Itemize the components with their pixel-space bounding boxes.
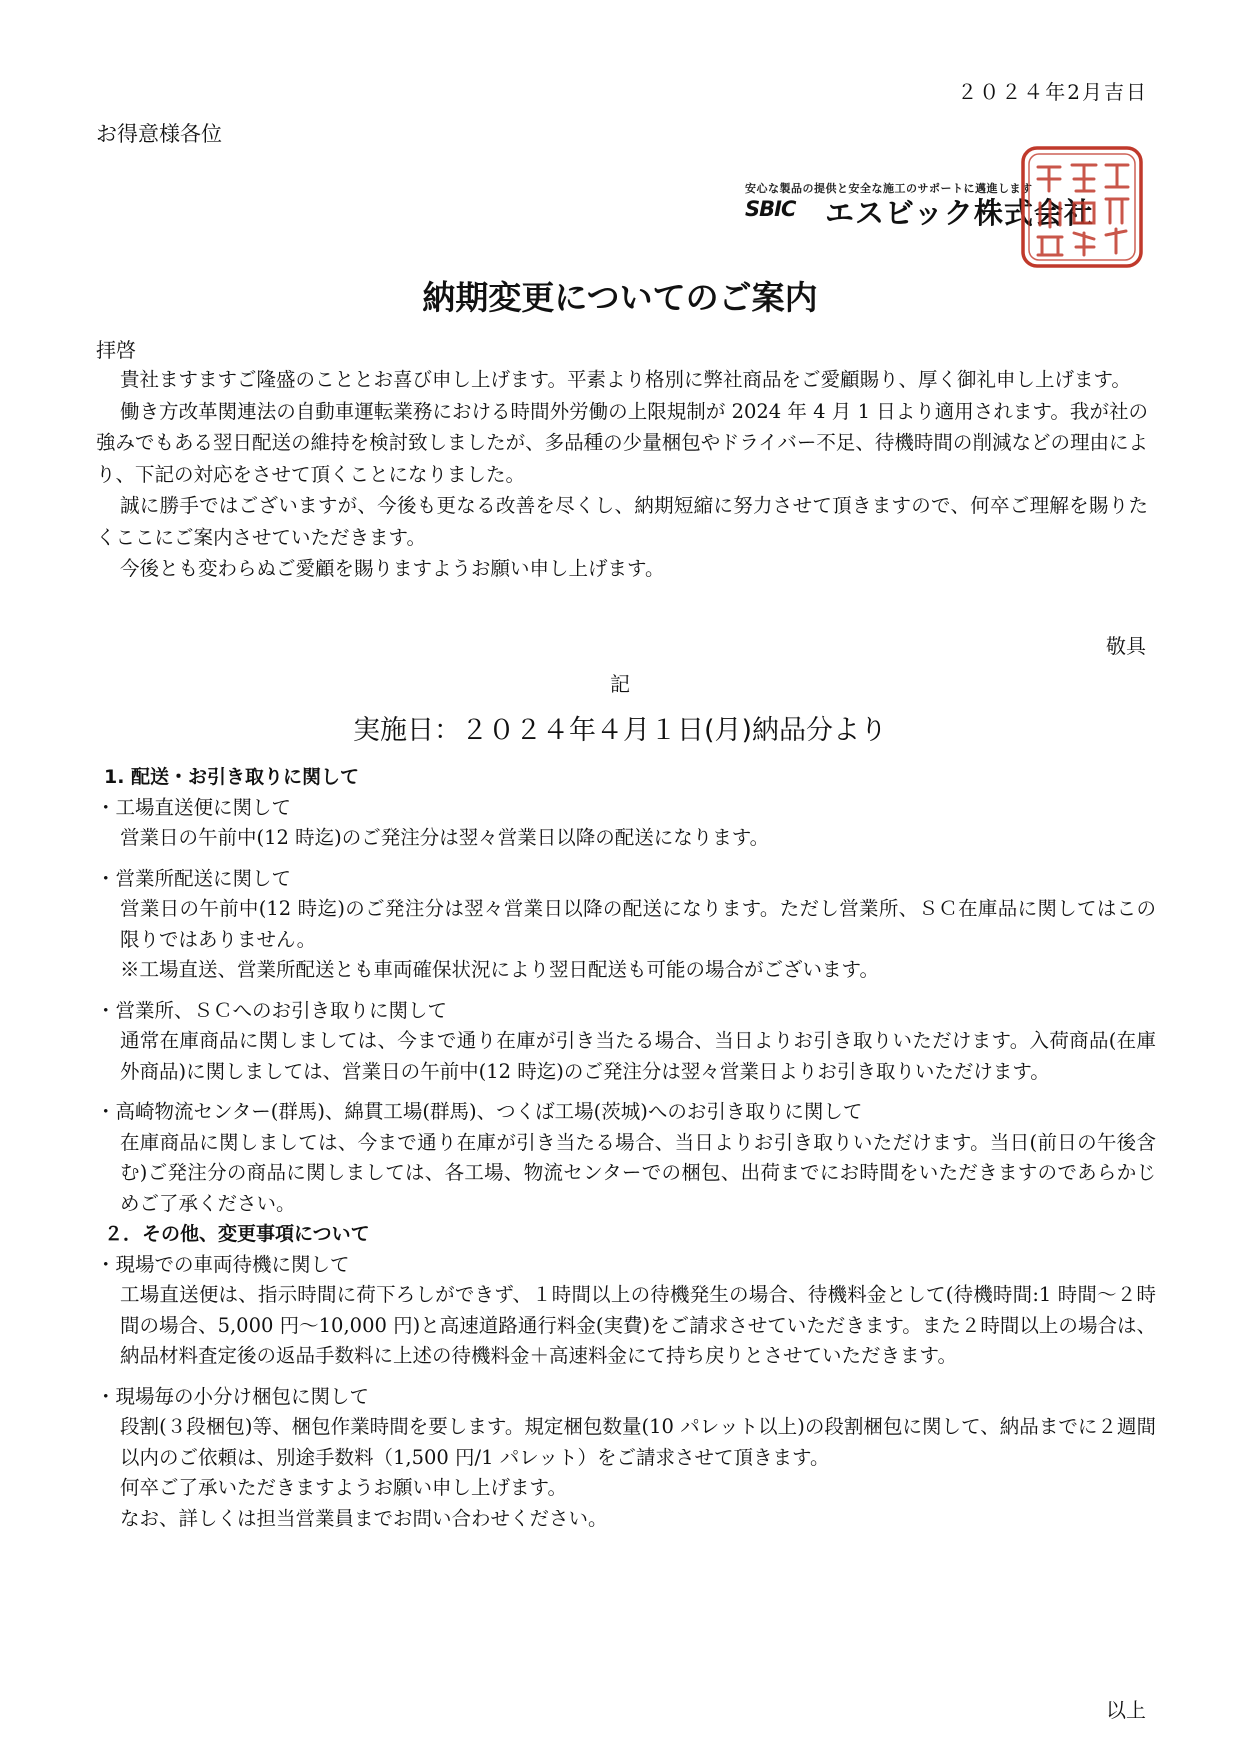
body-paragraph: 働き方改革関連法の自動車運転業務における時間外労働の上限規制が 2024 年 4 月 1 日より適用されます。我が社の強みでもある翌日配送の維持を検討致しましたが、多品種の少量梱包やドライバー不足、待機時間の削減などの理由により、下記の対応をさせて頂くことになりました。 [96,399,1148,486]
document-title: 納期変更についてのご案内 [422,278,818,317]
list-item [96,864,1156,986]
implementation-date: 実施日：２０２４年４月１日(月)納品分より [352,715,888,746]
item-body: 工場直送便は、指示時間に荷下ろしができず、１時間以上の待機発生の場合、待機料金として(待機時間:1 時間～２時間の場合、5,000 円～10,000 円)と高速道路通行料金(実費)をご請求させていただきます。また２時間以上の場合は、納品材料査定後の返品手数料に上述の待機料金＋高速料金にて持ち戻りとさせていただきます。 [120,1283,1156,1367]
item-body: 営業日の午前中(12 時迄)のご発注分は翌々営業日以降の配送になります。 [120,826,770,849]
item-body: 通常在庫商品に関しましては、今まで通り在庫が引き当たる場合、当日よりお引き取りいただけます。入荷商品(在庫外商品)に関しましては、営業日の午前中(12 時迄)のご発注分は翌々営業日よりお引き取りいただけます。 [120,1029,1156,1083]
list-item [96,793,1156,854]
item-title: ・営業所配送に関して [96,866,292,890]
company-seal-stamp [1018,143,1146,271]
company-logo-mark: SBIC [745,197,796,221]
item-title: ・高崎物流センター(群馬)、綿貫工場(群馬)、つくば工場(茨城)へのお引き取りに関して [96,1100,863,1123]
item-body: 在庫商品に関しましては、今まで通り在庫が引き当たる場合、当日よりお引き取りいただけます。当日(前日の午後含む)ご発注分の商品に関しましては、各工場、物流センターでの梱包、出荷までにお時間をいただきますのであらかじめご了承ください。 [120,1130,1156,1215]
issue-date: ２０２４年2月吉日 [957,80,1148,104]
body-paragraph: 貴社ますますご隆盛のこととお喜び申し上げます。平素より格別に弊社商品をご愛顧賜り、厚く御礼申し上げます。 [120,368,1131,391]
greeting-haikei: 拝啓 [96,338,136,362]
body-paragraph: 誠に勝手ではございますが、今後も更なる改善を尽くし、納期短縮に努力させて頂きますので、何卒ご理解を賜りたくここにご案内させていただきます。 [96,494,1148,549]
item-title: ・現場毎の小分け梱包に関して [96,1384,370,1408]
company-name: エスビック株式会社 [825,196,1094,230]
item-title: ・営業所、ＳＣへのお引き取りに関して [96,998,448,1022]
section-heading: 1. 配送・お引き取りに関して [104,766,360,788]
item-title: ・現場での車両待機に関して [96,1252,350,1276]
company-tagline: 安心な製品の提供と安全な施工のサポートに邁進します [745,182,1033,195]
list-item [96,996,1156,1088]
body-paragraph: 今後とも変わらぬご愛顧を賜りますようお願い申し上げます。 [120,557,665,580]
ki-marker: 記 [610,672,630,696]
recipient: お得意様各位 [96,122,222,146]
item-body: 何卒ご了承いただきますようお願い申し上げます。 [120,1476,567,1499]
item-note: ※工場直送、営業所配送とも車両確保状況により翌日配送も可能の場合がございます。 [120,958,879,981]
item-title: ・工場直送便に関して [96,795,292,819]
notes-section [96,762,1156,1544]
list-item [96,1097,1156,1219]
closing-keigu: 敬具 [1106,634,1146,658]
list-item [96,1382,1156,1535]
section-heading: ２．その他、変更事項について [104,1223,370,1245]
list-item [96,1250,1156,1372]
item-body: 営業日の午前中(12 時迄)のご発注分は翌々営業日以降の配送になります。ただし営業所、ＳＣ在庫品に関してはこの限りではありません。 [120,897,1156,951]
item-body: なお、詳しくは担当営業員までお問い合わせください。 [120,1506,608,1530]
letter-body [96,364,1148,585]
item-body: 段割(３段梱包)等、梱包作業時間を要します。規定梱包数量(10 パレット以上)の段割梱包に関して、納品までに２週間以内のご依頼は、別途手数料（1,500 円/1 パレット）をご請求させて頂きます。 [120,1415,1156,1469]
ending-ijo: 以上 [1106,1698,1146,1722]
